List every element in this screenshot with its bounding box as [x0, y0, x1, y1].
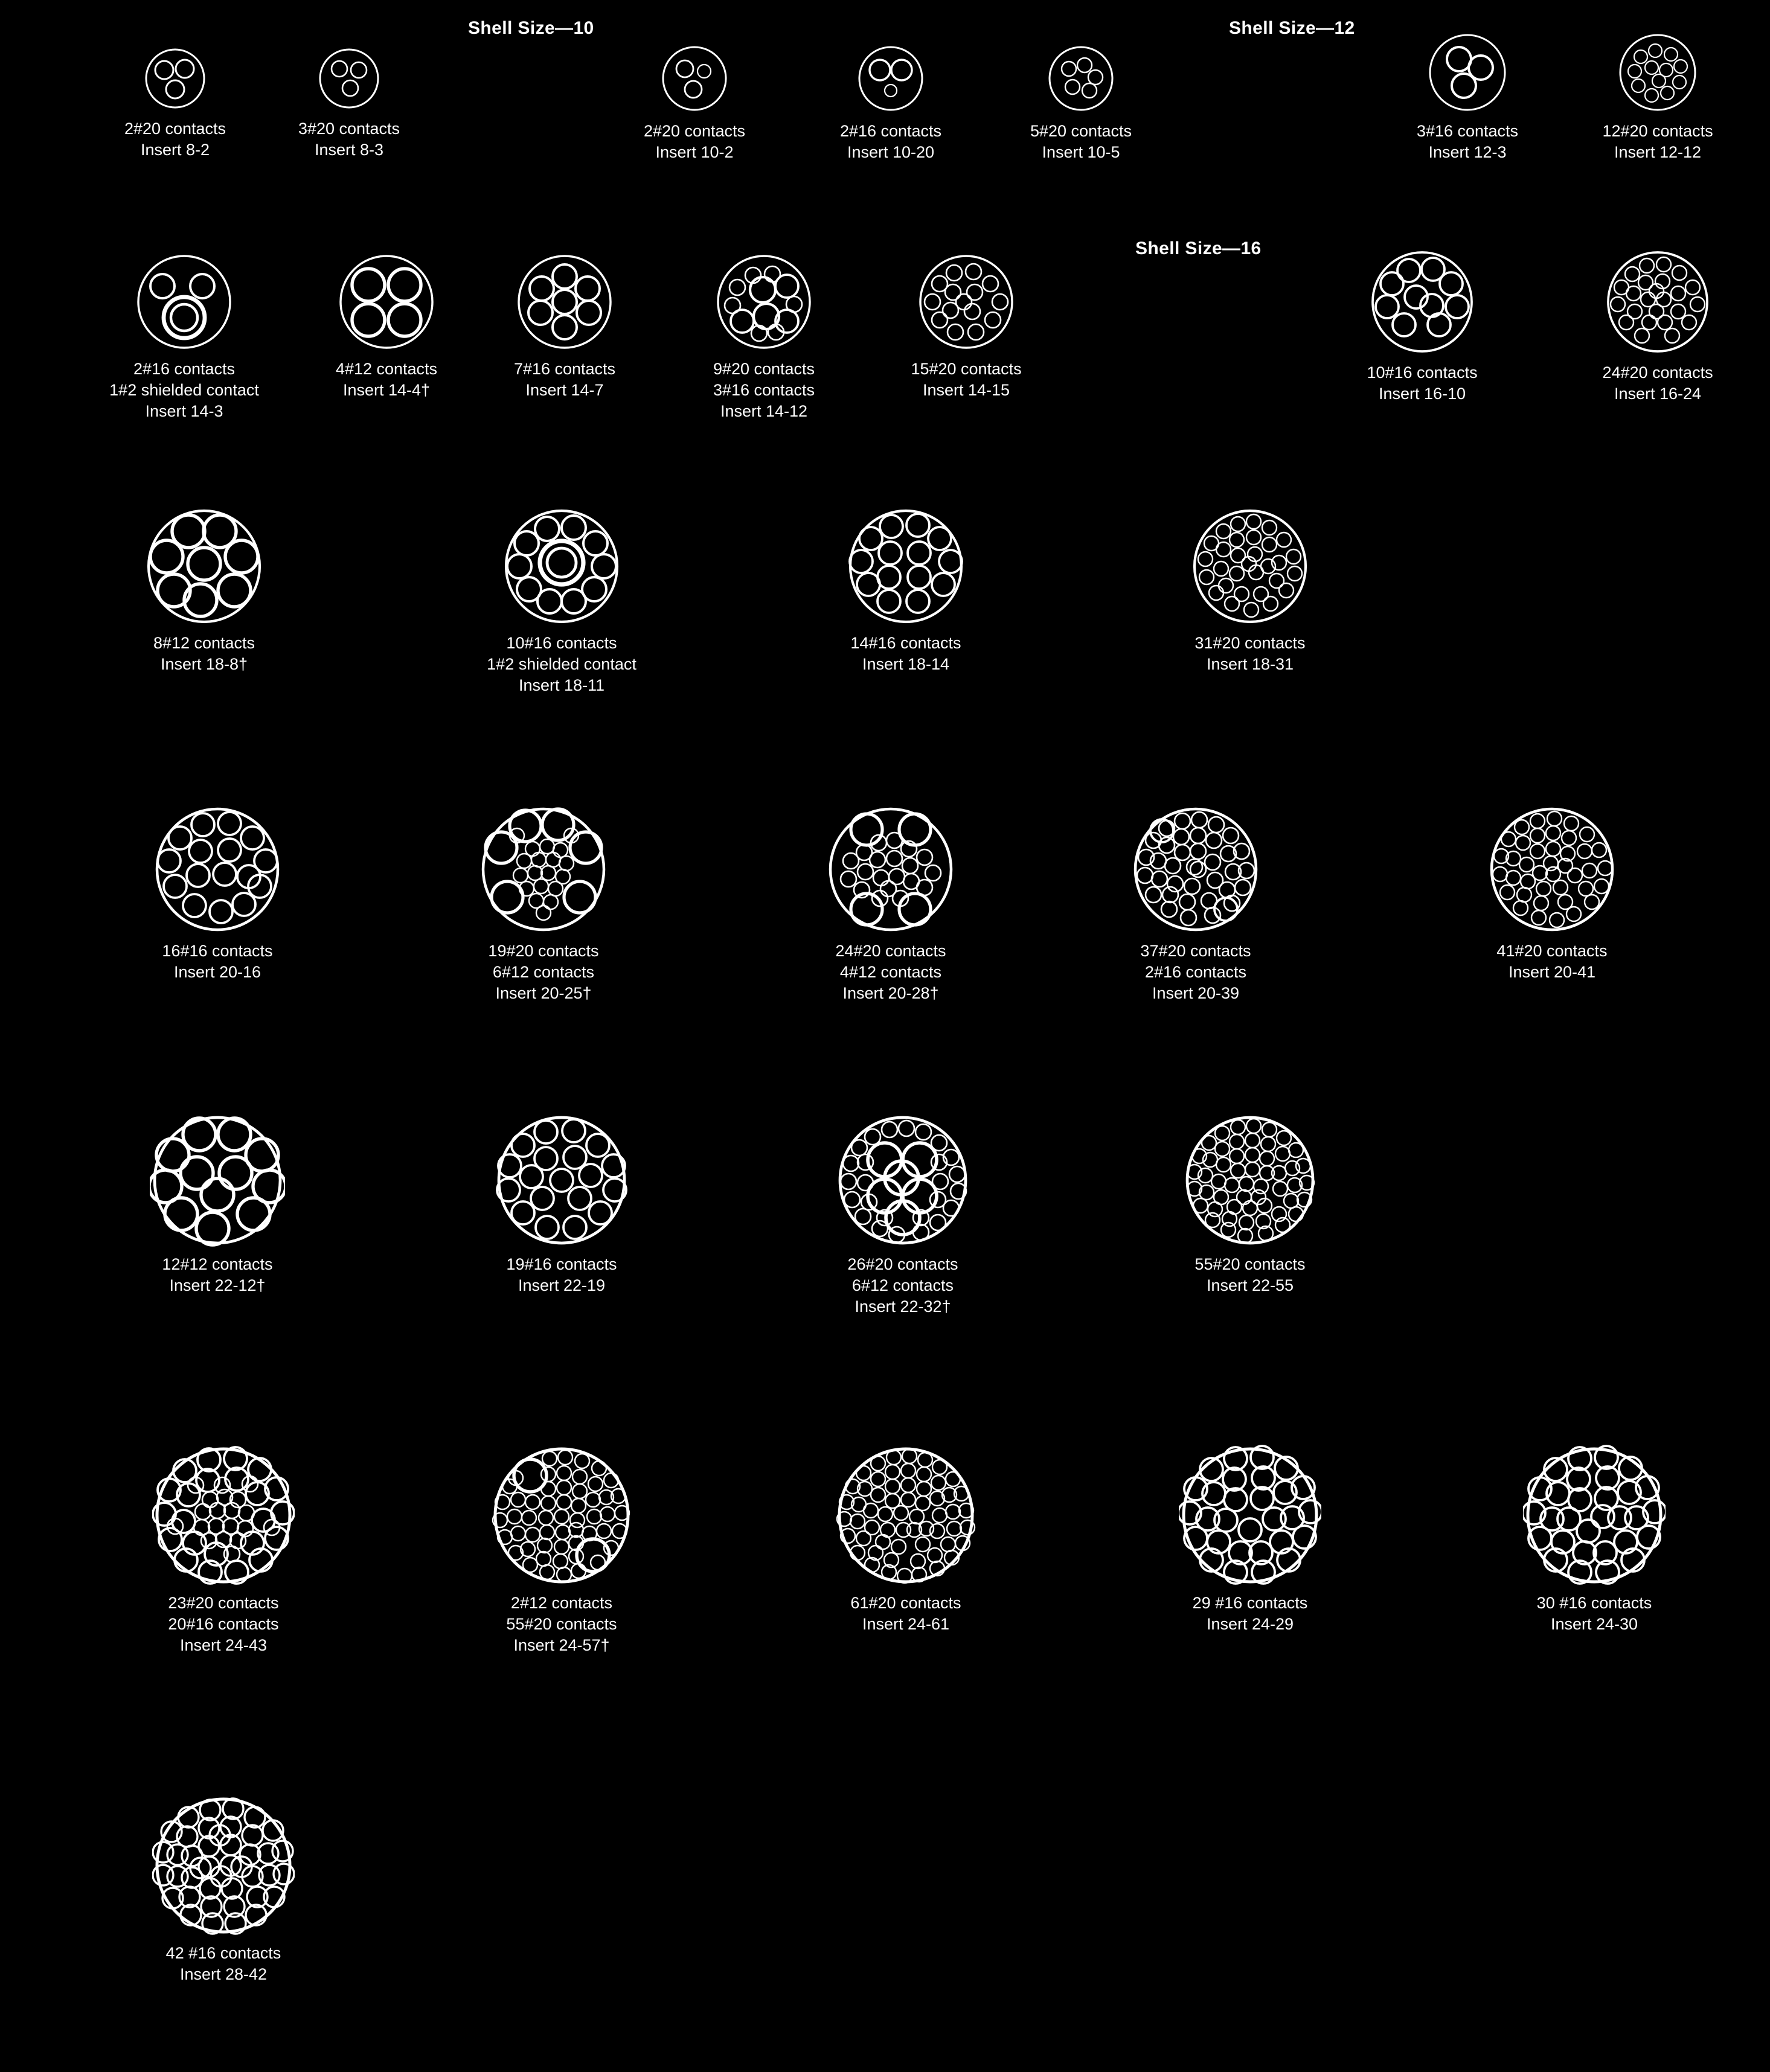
insert-arrangement-insert-18-11	[487, 506, 636, 696]
caption-line: 2#16 contacts	[133, 360, 236, 378]
caption-line: 3#16 contacts	[1416, 122, 1519, 140]
insert-diagram	[845, 506, 966, 627]
insert-caption	[847, 1254, 958, 1317]
caption-line: Insert 24-43	[179, 1636, 268, 1655]
caption-line: Insert 22-19	[518, 1276, 606, 1295]
caption-line: 55#20 contacts	[1194, 1255, 1306, 1273]
caption-line: 19#20 contacts	[488, 942, 599, 960]
insert-arrangement-insert-16-24	[1603, 248, 1712, 404]
insert-caption	[124, 118, 226, 161]
insert-caption	[1194, 1254, 1305, 1296]
caption-line: Insert 14-15	[922, 381, 1010, 400]
insert-arrangement-insert-20-41	[1487, 804, 1617, 983]
caption-line: Insert 12-3	[1428, 143, 1507, 162]
insert-diagram	[490, 1444, 633, 1587]
insert-diagram	[1190, 506, 1310, 627]
caption-line: 1#2 shielded contact	[487, 655, 636, 674]
caption-line: Insert 20-41	[1508, 963, 1596, 982]
insert-diagram	[855, 42, 927, 115]
insert-caption	[1602, 362, 1713, 404]
caption-line: Insert 20-28†	[842, 984, 939, 1003]
insert-arrangement-insert-20-28	[826, 804, 956, 1004]
insert-arrangement-insert-14-12	[713, 251, 815, 422]
caption-line: 30 #16 contacts	[1536, 1594, 1652, 1612]
insert-caption	[506, 1593, 617, 1656]
caption-line: Insert 22-12†	[169, 1276, 266, 1295]
caption-line: 3#16 contacts	[713, 381, 815, 400]
insert-diagram	[1523, 1444, 1666, 1587]
caption-line: Insert 8-3	[314, 141, 384, 159]
insert-caption	[1140, 941, 1251, 1004]
insert-arrangement-insert-8-3	[298, 45, 400, 161]
insert-caption	[840, 121, 941, 163]
caption-line: Insert 18-8†	[160, 655, 248, 674]
insert-diagram	[1045, 42, 1117, 115]
insert-arrangement-insert-20-16	[152, 804, 283, 983]
shell-size-header: Shell Size—12	[1229, 18, 1355, 38]
caption-line: 1#2 shielded contact	[109, 381, 259, 400]
insert-caption	[1537, 1593, 1652, 1635]
caption-line: 16#16 contacts	[162, 942, 273, 960]
caption-line: 20#16 contacts	[168, 1615, 279, 1634]
insert-arrangement-insert-18-31	[1190, 506, 1310, 675]
insert-caption	[1193, 1593, 1308, 1635]
insert-arrangement-insert-14-15	[911, 251, 1022, 401]
caption-line: Insert 18-31	[1206, 655, 1294, 674]
insert-caption	[488, 941, 598, 1004]
insert-arrangement-insert-22-32	[835, 1113, 970, 1317]
insert-diagram	[1130, 804, 1261, 935]
caption-line: 24#20 contacts	[835, 942, 946, 960]
insert-arrangement-insert-10-5	[1030, 42, 1132, 163]
caption-line: Insert 28-42	[179, 1965, 268, 1984]
insert-arrangement-insert-22-55	[1182, 1113, 1318, 1296]
insert-diagram	[152, 804, 283, 935]
insert-diagram	[478, 804, 609, 935]
insert-arrangement-insert-12-12	[1602, 30, 1713, 163]
insert-diagram	[315, 45, 383, 112]
insert-diagram	[336, 251, 437, 353]
caption-line: 6#12 contacts	[492, 963, 595, 982]
insert-diagram	[1368, 248, 1477, 356]
insert-caption	[1496, 941, 1607, 983]
caption-line: Insert 10-5	[1042, 143, 1120, 162]
caption-line: Insert 20-39	[1152, 984, 1240, 1003]
insert-arrangement-insert-10-2	[643, 42, 746, 163]
caption-line: 2#12 contacts	[510, 1594, 613, 1612]
insert-diagram	[514, 251, 615, 353]
caption-line: 2#16 contacts	[839, 122, 942, 140]
caption-line: 42 #16 contacts	[165, 1944, 281, 1962]
shell-size-header: Shell Size—10	[468, 18, 594, 38]
caption-line: 8#12 contacts	[153, 634, 255, 652]
caption-line: 2#20 contacts	[643, 122, 746, 140]
insert-caption	[644, 121, 745, 163]
caption-line: Insert 24-57†	[513, 1636, 610, 1655]
insert-caption	[168, 1593, 278, 1656]
insert-arrangement-insert-14-4	[336, 251, 437, 401]
insert-arrangement-insert-24-57	[490, 1444, 633, 1656]
caption-line: 19#16 contacts	[506, 1255, 617, 1273]
insert-arrangement-insert-14-3	[109, 251, 259, 422]
caption-line: 4#12 contacts	[335, 360, 438, 378]
caption-line: 12#12 contacts	[162, 1255, 273, 1273]
insert-arrangement-insert-24-30	[1523, 1444, 1666, 1635]
caption-line: Insert 24-61	[862, 1615, 950, 1634]
insert-arrangement-insert-24-43	[152, 1444, 295, 1656]
insert-caption	[298, 118, 400, 161]
insert-caption	[1030, 121, 1132, 163]
caption-line: 24#20 contacts	[1602, 363, 1713, 382]
insert-arrangement-insert-20-39	[1130, 804, 1261, 1004]
caption-line: Insert 24-30	[1550, 1615, 1638, 1634]
insert-caption	[911, 359, 1021, 401]
insert-diagram	[1603, 248, 1712, 356]
insert-diagram	[1487, 804, 1617, 935]
shell-size-header: Shell Size—16	[1135, 238, 1262, 258]
insert-caption	[506, 1254, 617, 1296]
insert-caption	[336, 359, 437, 401]
caption-line: Insert 18-14	[862, 655, 950, 674]
insert-diagram	[501, 506, 622, 627]
caption-line: Insert 22-32†	[855, 1297, 951, 1316]
insert-caption	[850, 633, 961, 675]
insert-diagram	[144, 506, 265, 627]
caption-line: Insert 18-11	[518, 676, 605, 695]
caption-line: Insert 24-29	[1206, 1615, 1294, 1634]
caption-line: 41#20 contacts	[1496, 942, 1608, 960]
insert-caption	[162, 941, 272, 983]
insert-arrangement-insert-10-20	[839, 42, 942, 163]
insert-diagram	[150, 1113, 285, 1248]
insert-caption	[835, 941, 946, 1004]
insert-arrangement-insert-18-14	[845, 506, 966, 675]
insert-caption	[514, 359, 615, 401]
insert-diagram	[1615, 30, 1700, 115]
caption-line: Insert 12-12	[1614, 143, 1702, 162]
insert-diagram	[152, 1444, 295, 1587]
caption-line: 3#20 contacts	[298, 120, 400, 138]
caption-line: Insert 16-24	[1614, 385, 1702, 403]
insert-caption	[1194, 633, 1305, 675]
caption-line: Insert 16-10	[1378, 385, 1466, 403]
caption-line: 5#20 contacts	[1030, 122, 1132, 140]
insert-diagram	[133, 251, 235, 353]
insert-diagram	[713, 251, 815, 353]
caption-line: Insert 14-3	[145, 402, 223, 421]
insert-arrangement-insert-22-19	[494, 1113, 629, 1296]
caption-line: 15#20 contacts	[911, 360, 1022, 378]
insert-arrangement-insert-16-10	[1368, 248, 1477, 404]
insert-diagram	[835, 1444, 977, 1587]
insert-diagram	[826, 804, 956, 935]
insert-caption	[713, 359, 815, 422]
caption-line: Insert 14-7	[525, 381, 604, 400]
caption-line: 9#20 contacts	[713, 360, 815, 378]
caption-line: 26#20 contacts	[847, 1255, 958, 1273]
caption-line: Insert 20-25†	[495, 984, 592, 1003]
caption-line: 12#20 contacts	[1602, 122, 1713, 140]
caption-line: 23#20 contacts	[168, 1594, 279, 1612]
insert-arrangement-insert-18-8	[144, 506, 265, 675]
insert-caption	[109, 359, 259, 422]
caption-line: 61#20 contacts	[850, 1594, 961, 1612]
insert-diagram	[1179, 1444, 1321, 1587]
caption-line: Insert 14-12	[720, 402, 808, 421]
caption-line: 29 #16 contacts	[1192, 1594, 1308, 1612]
insert-arrangement-insert-12-3	[1416, 30, 1519, 163]
insert-diagram	[915, 251, 1017, 353]
caption-line: Insert 10-20	[847, 143, 935, 162]
caption-line: 14#16 contacts	[850, 634, 961, 652]
caption-line: 37#20 contacts	[1140, 942, 1251, 960]
caption-line: Insert 22-55	[1206, 1276, 1294, 1295]
insert-diagram	[141, 45, 209, 112]
insert-diagram	[1182, 1113, 1318, 1248]
insert-caption	[1602, 121, 1713, 163]
insert-caption	[162, 1254, 272, 1296]
insert-arrangement-insert-20-25	[478, 804, 609, 1004]
caption-line: Insert 10-2	[655, 143, 734, 162]
caption-line: 7#16 contacts	[513, 360, 616, 378]
insert-arrangement-insert-14-7	[514, 251, 615, 401]
insert-diagram	[1425, 30, 1510, 115]
insert-arrangement-insert-22-12	[150, 1113, 285, 1296]
caption-line: 4#12 contacts	[839, 963, 942, 982]
caption-line: 10#16 contacts	[506, 634, 617, 652]
insert-caption	[850, 1593, 961, 1635]
insert-caption	[166, 1943, 281, 1985]
caption-line: 31#20 contacts	[1194, 634, 1306, 652]
caption-line: 6#12 contacts	[851, 1276, 954, 1295]
insert-caption	[1367, 362, 1477, 404]
insert-caption	[153, 633, 255, 675]
insert-diagram	[494, 1113, 629, 1248]
insert-caption	[487, 633, 636, 696]
insert-arrangement-insert-8-2	[124, 45, 226, 161]
caption-line: Insert 20-16	[173, 963, 261, 982]
insert-diagram	[152, 1794, 295, 1937]
caption-line: Insert 14-4†	[342, 381, 431, 400]
caption-line: 55#20 contacts	[506, 1615, 617, 1634]
caption-line: Insert 8-2	[140, 141, 210, 159]
insert-diagram	[835, 1113, 970, 1248]
insert-arrangement-insert-24-29	[1179, 1444, 1321, 1635]
caption-line: 2#16 contacts	[1144, 963, 1247, 982]
insert-caption	[1417, 121, 1518, 163]
insert-arrangement-insert-28-42	[152, 1794, 295, 1985]
insert-diagram	[658, 42, 731, 115]
caption-line: 2#20 contacts	[124, 120, 226, 138]
insert-arrangement-insert-24-61	[835, 1444, 977, 1635]
caption-line: 10#16 contacts	[1367, 363, 1478, 382]
